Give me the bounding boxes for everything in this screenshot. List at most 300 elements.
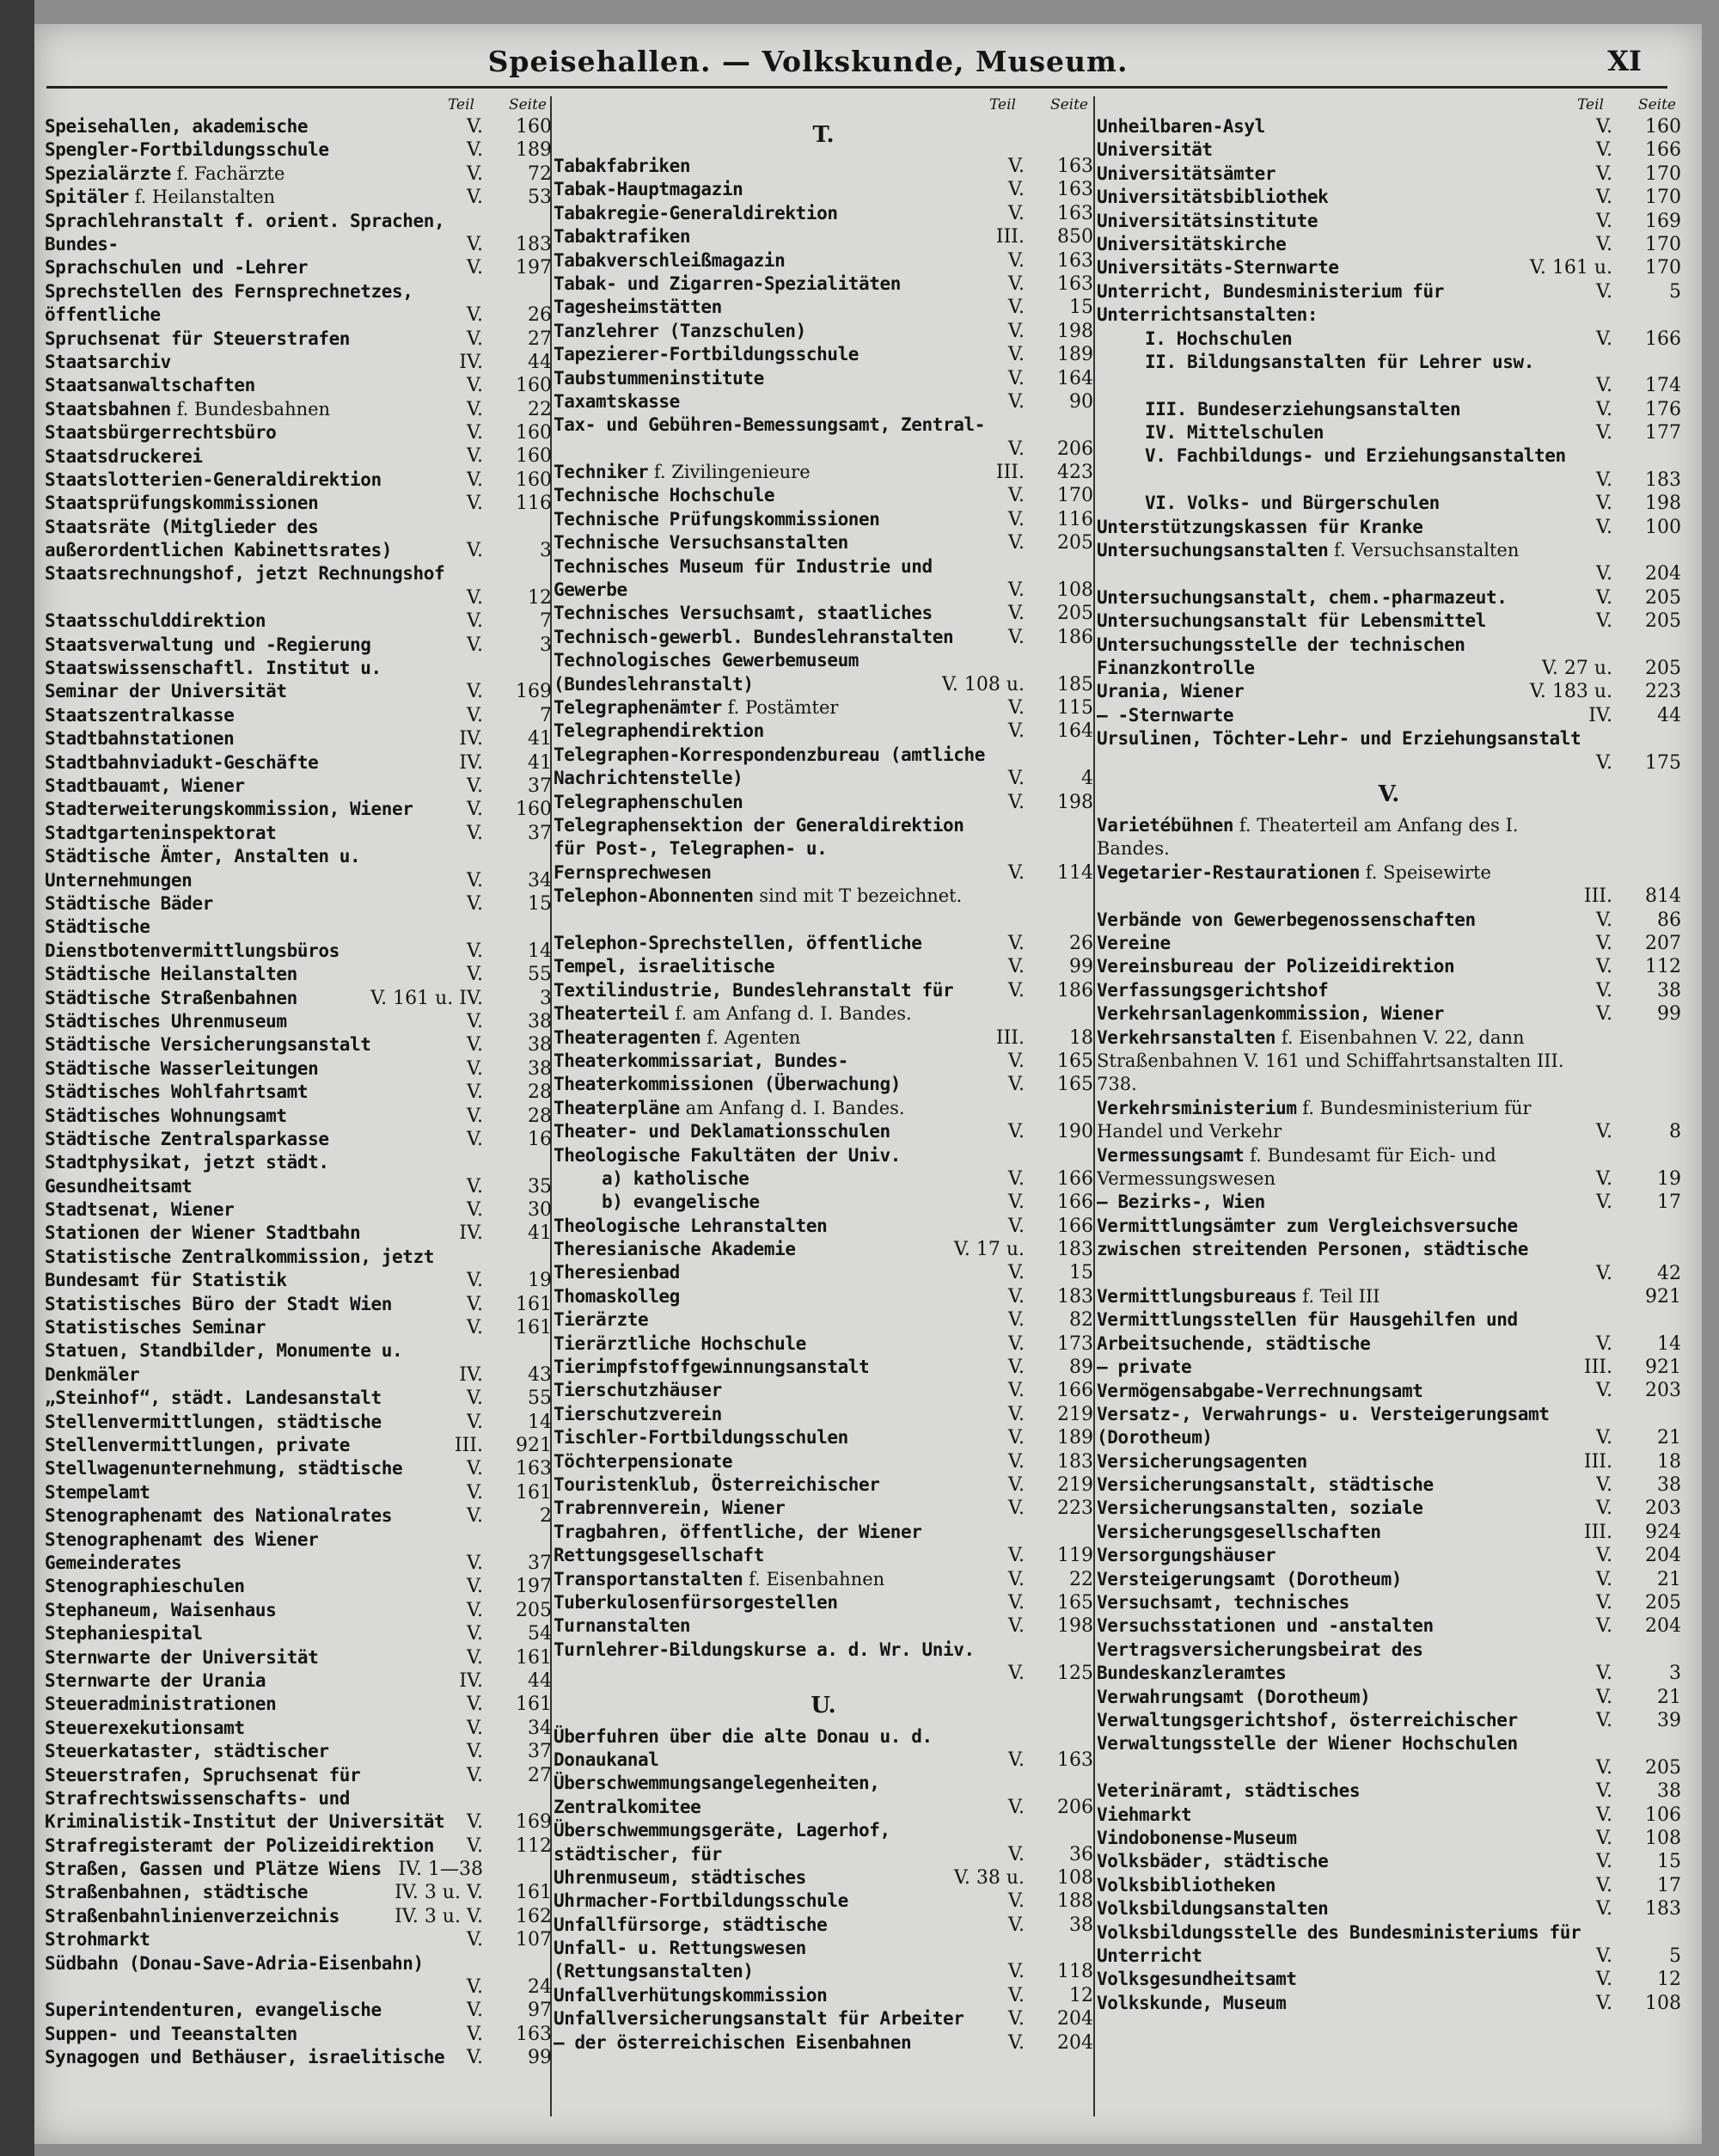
entry-seite: 22 [528, 398, 552, 420]
entry-name: Technische Hochschule [554, 485, 775, 506]
entry-teil: V. [1595, 1874, 1612, 1896]
entry-seite: 19 [528, 1270, 552, 1292]
entry-teil: V. [1007, 438, 1025, 460]
entry-name: V. Fachbildungs- und Erziehungsanstalten [1145, 445, 1566, 467]
index-entry [1097, 1473, 1681, 1497]
entry-seite: 204 [1057, 2008, 1093, 2030]
entry-teil: V. [1595, 493, 1612, 515]
entry-teil: V. 27 u. [1541, 658, 1612, 680]
index-entry [45, 1222, 552, 1245]
entry-teil: V. [1007, 603, 1025, 625]
index-entry [1097, 1968, 1681, 1991]
entry-seite: 203 [1645, 1498, 1681, 1520]
entry-teil: V. [466, 187, 483, 209]
entry-teil: V. [1595, 1804, 1612, 1826]
entry-name: Tagesheimstätten [554, 297, 722, 318]
entry-name: Untersuchungsanstalt, chem.-pharmazeut. [1097, 586, 1508, 608]
entry-seite: 112 [516, 1834, 552, 1857]
entry-teil: V. [1007, 532, 1025, 554]
entry-teil: V. [1595, 1663, 1612, 1685]
entry-name: Tanzlehrer (Tanzschulen) [554, 320, 806, 341]
entry-seite: 183 [1057, 1239, 1093, 1261]
entry-seite: 22 [1069, 1568, 1093, 1590]
section-letter: U. [811, 1692, 836, 1718]
entry-name: Vermittlungsämter zum Vergleichsversuche zwischen streitenden Personen, städtische [1097, 1215, 1528, 1260]
entry-teil: V. [1007, 1403, 1025, 1425]
index-entry [554, 1285, 1093, 1308]
entry-reference: f. Agenten [700, 1026, 801, 1048]
entry-name: Überschwemmungsgeräte, Lagerhof, städtischer, für [554, 1820, 890, 1865]
entry-teil: V. [1595, 1380, 1612, 1402]
index-entry [1097, 1191, 1681, 1214]
entry-teil: V. [1007, 1961, 1025, 1983]
entry-teil: V. [466, 634, 483, 656]
index-entry [45, 1717, 552, 1740]
entry-seite: 72 [528, 162, 552, 185]
entry-name: Staatsdruckerei [45, 445, 203, 467]
index-entry [1097, 1850, 1681, 1873]
entry-teil: V. [466, 162, 483, 185]
entry-seite: 163 [516, 2023, 552, 2045]
index-entry [45, 421, 552, 444]
entry-name: Trabrennverein, Wiener [554, 1498, 786, 1519]
entry-name: Uhrmacher-Fortbildungsschule [554, 1890, 848, 1912]
entry-teil: V. [1595, 1474, 1612, 1497]
index-entry [1097, 609, 1681, 633]
index-entry [1097, 303, 1681, 327]
entry-teil: V. [466, 1576, 483, 1598]
entry-seite: 82 [1069, 1309, 1093, 1332]
index-entry [554, 1002, 1093, 1026]
entry-teil: V. [1007, 791, 1025, 813]
entry-name: Versatz-, Verwahrungs- u. Versteigerungsamt (Dorotheum) [1097, 1403, 1550, 1449]
index-entry [1097, 256, 1681, 279]
index-entry [554, 1772, 1093, 1819]
index-entry [45, 892, 552, 916]
entry-name: Verbände von Gewerbegenossenschaften [1097, 909, 1476, 930]
seite-heading: Seite [1049, 96, 1088, 113]
index-entry [45, 822, 552, 845]
entry-teil: V. [1007, 1796, 1025, 1818]
index-entry [45, 1081, 552, 1104]
entry-teil: V. [1007, 1285, 1025, 1308]
entry-teil: V. [1007, 1749, 1025, 1771]
entry-seite: 183 [1057, 1285, 1093, 1308]
entry-seite: 7 [540, 610, 552, 633]
entry-seite: 183 [1645, 469, 1681, 491]
entry-seite: 423 [1057, 462, 1093, 484]
index-entry [1097, 421, 1681, 444]
entry-teil: V. [1007, 1050, 1025, 1072]
entry-seite: 28 [528, 1081, 552, 1104]
index-entry [45, 1246, 552, 1293]
entry-teil: V. [1595, 610, 1612, 633]
column-headings [1097, 96, 1681, 115]
index-entry [45, 1881, 552, 1904]
index-entry [554, 273, 1093, 296]
index-entry [45, 1198, 552, 1222]
entry-teil: V. [1007, 1215, 1025, 1237]
entry-seite: 15 [1069, 1262, 1093, 1284]
index-entry [45, 351, 552, 374]
entry-seite: 38 [1657, 1474, 1681, 1497]
index-entry [554, 1614, 1093, 1638]
index-entry [1097, 186, 1681, 209]
entry-name: Sprachlehranstalt f. orient. Sprachen, Bundes- [45, 210, 445, 254]
entry-teil: V. [1007, 1309, 1025, 1332]
entry-seite: 161 [516, 1481, 552, 1504]
entry-name: Theaterkommissionen (Überwachung) [554, 1074, 902, 1095]
entry-seite: 203 [1645, 1380, 1681, 1402]
entry-teil: V. [1595, 1686, 1612, 1708]
index-entry [554, 178, 1093, 201]
entry-name: Straßenbahnlinienverzeichnis [45, 1905, 340, 1926]
index-entry [554, 1050, 1093, 1073]
entry-name: Versuchsamt, technisches [1097, 1592, 1349, 1614]
index-entry [554, 225, 1093, 248]
index-entry [554, 720, 1093, 743]
index-entry [45, 963, 552, 986]
index-entry [1097, 398, 1681, 421]
entry-seite: 34 [528, 1717, 552, 1739]
entry-seite: 24 [528, 1976, 552, 1999]
entry-seite: 161 [516, 1882, 552, 1904]
entry-reference: f. Zivilingenieure [648, 462, 811, 483]
index-entry [554, 531, 1093, 554]
entry-name: Universitätsämter [1097, 162, 1276, 184]
entry-seite: 170 [1645, 233, 1681, 255]
index-column-1 [45, 96, 552, 2122]
entry-reference: am Anfang d. I. Bandes. [679, 1097, 905, 1118]
entry-seite: 21 [1657, 1427, 1681, 1449]
entry-seite: 921 [1645, 1357, 1681, 1379]
entry-name: Steuerexekutionsamt [45, 1717, 245, 1738]
entry-name: Universität [1097, 139, 1213, 161]
entry-seite: 161 [516, 1317, 552, 1339]
index-entry [1097, 1521, 1681, 1544]
entry-teil: IV. 3 u. V. [395, 1882, 483, 1904]
entry-name: Sternwarte der Universität [45, 1646, 319, 1668]
entry-teil: V. [466, 1317, 483, 1339]
entry-name: Untersuchungsanstalt für Lebensmittel [1097, 610, 1486, 632]
entry-teil: V. [1007, 155, 1025, 177]
index-entry [554, 791, 1093, 814]
teil-heading: Teil [448, 96, 474, 113]
entry-name: Stationen der Wiener Stadtbahn [45, 1222, 361, 1244]
index-entry [1097, 1686, 1681, 1709]
entry-name: Verkehrsanlagenkommission, Wiener [1097, 1003, 1445, 1025]
entry-teil: V. [466, 681, 483, 703]
index-entry [554, 1308, 1093, 1332]
entry-name: Städtische Versicherungsanstalt [45, 1034, 371, 1056]
index-entry [554, 461, 1093, 484]
entry-name: Tapezierer-Fortbildungsschule [554, 344, 860, 365]
entry-seite: 26 [528, 304, 552, 327]
entry-seite: 5 [1669, 1945, 1681, 1967]
entry-seite: 38 [1657, 979, 1681, 1001]
index-entry [554, 1238, 1093, 1261]
entry-teil: V. [1595, 1262, 1612, 1284]
entry-reference: f. Heilanstalten [128, 187, 276, 208]
entry-name: „Steinhof“, städt. Landesanstalt [45, 1387, 382, 1409]
column-headings [45, 96, 552, 115]
entry-name: Staatszentralkasse [45, 704, 235, 726]
entry-name: Städtische Wasserleitungen [45, 1057, 319, 1079]
entry-name: Staatsbürgerrechtsbüro [45, 422, 277, 444]
entry-seite: 219 [1057, 1403, 1093, 1425]
index-entry [1097, 1285, 1681, 1308]
entry-seite: 28 [528, 1105, 552, 1127]
entry-seite: 161 [516, 1694, 552, 1716]
index-entry [45, 1599, 552, 1622]
index-entry [1097, 704, 1681, 727]
entry-seite: 204 [1645, 1545, 1681, 1567]
index-entry [554, 1521, 1093, 1568]
entry-teil: V. [1007, 979, 1025, 1001]
entry-name: Technische Versuchsanstalten [554, 532, 848, 554]
entry-teil: V. [1007, 1427, 1025, 1449]
column-divider [1093, 96, 1095, 2116]
index-entry [554, 296, 1093, 319]
entry-teil: V. [1007, 1262, 1025, 1284]
entry-name: Tierärztliche Hochschule [554, 1332, 806, 1354]
index-entry [45, 916, 552, 963]
index-entry [45, 987, 552, 1010]
entry-teil: V. [1007, 1591, 1025, 1614]
entry-seite: 116 [516, 493, 552, 515]
entry-seite: 165 [1057, 1074, 1093, 1096]
index-entry [554, 1144, 1093, 1167]
entry-seite: 44 [1657, 704, 1681, 726]
entry-teil: V. [466, 775, 483, 797]
entry-teil: V. [466, 2023, 483, 2045]
entry-name: Theologische Fakultäten der Univ. [554, 1144, 902, 1166]
entry-seite: 44 [528, 1669, 552, 1692]
entry-name: Strohmarkt [45, 1929, 150, 1951]
entry-seite: 165 [1057, 1050, 1093, 1072]
entry-name: Straßenbahnen, städtische [45, 1882, 309, 1903]
index-entry [45, 1434, 552, 1457]
index-entry [45, 1669, 552, 1693]
entry-seite: 161 [516, 1646, 552, 1669]
index-entry [554, 1725, 1093, 1773]
entry-seite: 15 [1657, 1851, 1681, 1873]
entry-name: Überfuhren über die alte Donau u. d. Donaukanal [554, 1725, 933, 1770]
entry-name: Tabakverschleißmagazin [554, 249, 786, 271]
entry-seite: 206 [1057, 1796, 1093, 1818]
index-entry [45, 1787, 552, 1834]
entry-name: Theologische Lehranstalten [554, 1215, 828, 1236]
entry-teil: V. [1007, 720, 1025, 743]
entry-name: Vermessungsamt f. Bundesamt für Eich- und Vermessungswesen [1097, 1144, 1496, 1189]
entry-seite: 99 [1657, 1003, 1681, 1026]
entry-seite: 204 [1645, 1615, 1681, 1638]
entry-name: Theateragenten f. Agenten [554, 1026, 801, 1048]
entry-name: Stadterweiterungskommission, Wiener [45, 799, 413, 820]
entry-name: Strafrechtswissenschafts- und Kriminalistik-Institut der Universität [45, 1787, 445, 1833]
entry-seite: 183 [516, 233, 552, 255]
scan-border [0, 0, 34, 2156]
entry-seite: 37 [528, 1741, 552, 1763]
entry-seite: 174 [1645, 375, 1681, 397]
entry-teil: V. [466, 704, 483, 726]
entry-seite: 89 [1069, 1357, 1093, 1378]
entry-name: Tax- und Gebühren-Bemessungsamt, Zentral- [554, 414, 985, 436]
entry-teil: V. [466, 799, 483, 821]
entry-teil: V. [1595, 1756, 1612, 1779]
entry-seite: 223 [1645, 681, 1681, 703]
entry-seite: 99 [528, 2047, 552, 2069]
index-entry [554, 1403, 1093, 1426]
entry-seite: 4 [1081, 768, 1093, 790]
entry-seite: 198 [1645, 493, 1681, 515]
entry-reference: f. Theaterteil am Anfang des I. Bandes. [1097, 815, 1519, 860]
index-entry [45, 186, 552, 209]
entry-teil: V. [1007, 1380, 1025, 1402]
index-entry [1097, 280, 1681, 303]
index-entry [1097, 909, 1681, 932]
entry-teil: V. [466, 1623, 483, 1645]
entry-name: Stadtbauamt, Wiener [45, 775, 245, 797]
entry-name: Vermittlungsbureaus f. Teil III [1097, 1285, 1380, 1307]
seite-heading: Seite [1637, 96, 1676, 113]
entry-seite: 163 [1057, 1749, 1093, 1771]
entry-name: Steuerkataster, städtischer [45, 1741, 329, 1762]
entry-reference: f. Versuchsanstalten [1328, 540, 1520, 561]
entry-reference: f. Teil III [1296, 1285, 1380, 1307]
entry-teil: V. [466, 115, 483, 138]
index-entry [554, 1167, 1093, 1191]
entry-seite: 814 [1645, 885, 1681, 908]
entry-teil: V. [466, 540, 483, 562]
entry-name: Straßen, Gassen und Plätze Wiens [45, 1859, 382, 1880]
entry-seite: 108 [1057, 579, 1093, 602]
index-entry [1097, 1497, 1681, 1520]
index-entry [554, 1450, 1093, 1473]
entry-teil: V. [466, 1717, 483, 1739]
entry-seite: 118 [1057, 1961, 1093, 1983]
entry-name: Universitätsbibliothek [1097, 187, 1329, 208]
entry-seite: 921 [516, 1435, 552, 1457]
entry-name: Tierschutzverein [554, 1403, 722, 1424]
entry-teil: V. [1007, 1890, 1025, 1913]
entry-seite: 170 [1645, 257, 1681, 279]
entry-reference: f. Bundesamt für Eich- und Vermessungswesen [1097, 1144, 1496, 1189]
entry-teil: V. [466, 940, 483, 962]
entry-name: Staatsräte (Mitglieder des außerordentlichen Kabinettsrates) [45, 516, 393, 561]
entry-teil: V. [466, 233, 483, 255]
entry-teil: V. [466, 892, 483, 915]
entry-teil: V. [1595, 1003, 1612, 1026]
entry-name: Südbahn (Donau-Save-Adria-Eisenbahn) [45, 1952, 424, 1974]
entry-seite: 14 [528, 1411, 552, 1433]
entry-teil: V. [1007, 1357, 1025, 1378]
entry-teil: V. [466, 1741, 483, 1763]
index-entry [1097, 861, 1681, 909]
entry-teil: V. [466, 1010, 483, 1032]
entry-seite: 183 [1057, 1450, 1093, 1473]
entry-name: Tierschutzhäuser [554, 1380, 722, 1401]
entry-name: Städtische Zentralsparkasse [45, 1128, 329, 1149]
entry-teil: IV. [459, 1669, 483, 1692]
index-entry [1097, 162, 1681, 186]
entry-seite: 173 [1057, 1332, 1093, 1355]
entry-teil: V. [466, 1976, 483, 1999]
index-entry [45, 657, 552, 704]
entry-teil: V. [466, 1646, 483, 1669]
index-entry [554, 649, 1093, 696]
entry-seite: 90 [1069, 390, 1093, 413]
index-entry [1097, 680, 1681, 703]
entry-name: Thomaskolleg [554, 1285, 680, 1307]
entry-seite: 163 [1057, 179, 1093, 201]
entry-reference: f. Speisewirte [1360, 861, 1491, 883]
entry-name: Textilindustrie, Bundeslehranstalt für [554, 979, 954, 1001]
index-entry [1097, 1144, 1681, 1191]
entry-seite: 116 [1057, 508, 1093, 530]
entry-seite: 160 [516, 469, 552, 491]
entry-name: Telephon-Abonnenten sind mit T bezeichnet. [554, 885, 963, 907]
entry-seite: 44 [528, 351, 552, 373]
index-entry [554, 1591, 1093, 1614]
entry-seite: 921 [1645, 1285, 1681, 1308]
entry-name: Städtische Dienstbotenvermittlungsbüros [45, 916, 340, 961]
index-entry [45, 1764, 552, 1787]
entry-name: Überschwemmungsangelegenheiten, Zentralkomitee [554, 1773, 880, 1817]
entry-teil: V. [466, 964, 483, 986]
entry-seite: 18 [1069, 1026, 1093, 1049]
index-entry [1097, 1568, 1681, 1591]
entry-seite: 205 [1645, 1592, 1681, 1614]
entry-seite: 205 [1645, 658, 1681, 680]
entry-name: VI. Volks- und Bürgerschulen [1145, 493, 1440, 514]
index-entry [554, 1890, 1093, 1913]
entry-name: Spengler-Fortbildungsschule [45, 139, 329, 161]
entry-seite: 160 [516, 445, 552, 468]
entry-name: Stadtsenat, Wiener [45, 1199, 235, 1221]
entry-seite: 166 [1057, 1191, 1093, 1214]
entry-teil: V. [1007, 249, 1025, 272]
entry-name: Städtische Heilanstalten [45, 964, 297, 985]
index-entry [45, 445, 552, 469]
entry-name: Volkskunde, Museum [1097, 1992, 1287, 2013]
entry-name: Staatsbahnen f. Bundesbahnen [45, 398, 331, 420]
entry-seite: 21 [1657, 1568, 1681, 1590]
entry-name: Stephaniespital [45, 1623, 203, 1645]
index-entry [554, 1356, 1093, 1379]
index-entry [45, 1834, 552, 1858]
entry-seite: 166 [1645, 139, 1681, 162]
index-entry [1097, 1921, 1681, 1969]
index-entry [1097, 233, 1681, 256]
index-entry [1097, 1544, 1681, 1567]
entry-seite: 164 [1057, 720, 1093, 743]
entry-seite: 34 [528, 869, 552, 891]
index-entry [45, 1481, 552, 1504]
entry-name: Tabakregie-Generaldirektion [554, 202, 838, 224]
entry-teil: V. [1007, 344, 1025, 366]
entry-name: Telephon-Sprechstellen, öffentliche [554, 932, 922, 953]
index-entry [1097, 1356, 1681, 1379]
entry-teil: III. [995, 1026, 1025, 1049]
entry-name: Städtisches Wohnungsamt [45, 1105, 287, 1126]
entry-name: Spezialärzte f. Fachärzte [45, 162, 285, 184]
index-entry [1097, 1732, 1681, 1779]
index-entry [45, 1999, 552, 2022]
entry-name: Statistische Zentralkommission, jetzt Bundesamt für Statistik [45, 1246, 434, 1291]
entry-seite: 17 [1657, 1874, 1681, 1896]
index-entry [1097, 351, 1681, 398]
